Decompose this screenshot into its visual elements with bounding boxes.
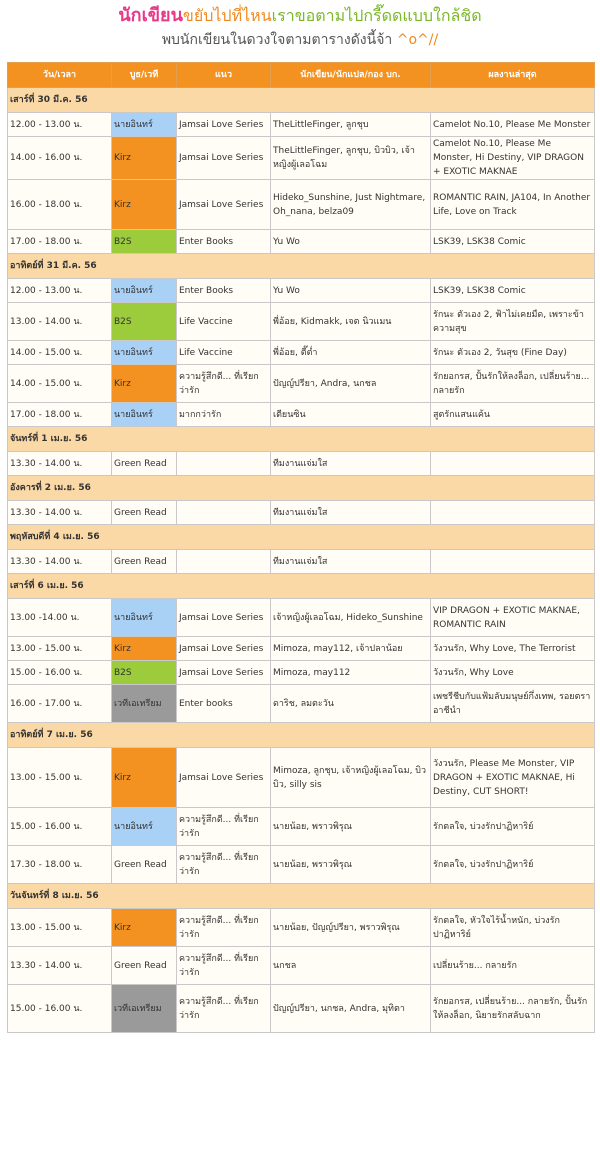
cell-genre — [177, 501, 271, 525]
cell-time: 16.00 - 17.00 น. — [8, 685, 112, 723]
cell-time: 13.30 - 14.00 น. — [8, 947, 112, 985]
cell-time: 17.30 - 18.00 น. — [8, 846, 112, 884]
cell-works: รักยอกรส, ปั้นรักให้ลงล็อก, เปลี่ยนร้าย... กลายรัก — [431, 365, 595, 403]
table-row — [8, 846, 595, 884]
cell-works — [431, 452, 595, 476]
cell-time: 13.00 - 15.00 น. — [8, 909, 112, 947]
table-row — [8, 341, 595, 365]
cell-time: 17.00 - 18.00 น. — [8, 403, 112, 427]
cell-writers: Mimoza, ลูกชุบ, เจ้าหญิงผู้เลอโฉม, บิวบิว, silly sis — [271, 748, 431, 808]
cell-works: รักตลใจ, หัวใจไร้น้ำหนัก, บ่วงรักปาฏิหาริย์ — [431, 909, 595, 947]
cell-time: 14.00 - 15.00 น. — [8, 341, 112, 365]
day-header-row — [8, 88, 595, 113]
cell-writers: ดาริช, ลมตะวัน — [271, 685, 431, 723]
cell-works: Camelot No.10, Please Me Monster — [431, 113, 595, 137]
table-row — [8, 501, 595, 525]
table-row — [8, 599, 595, 637]
cell-venue: Green Read — [112, 550, 177, 574]
cell-writers: Mimoza, may112 — [271, 661, 431, 685]
day-header-row — [8, 254, 595, 279]
cell-genre: ความรู้สึกดี... ที่เรียกว่ารัก — [177, 909, 271, 947]
cell-works: LSK39, LSK38 Comic — [431, 230, 595, 254]
cell-venue: นายอินทร์ — [112, 341, 177, 365]
cell-works: รักยอกรส, เปลี่ยนร้าย... กลายรัก, ปั้นรักให้ลงล็อก, นิยายรักสลับฉาก — [431, 985, 595, 1033]
table-row — [8, 947, 595, 985]
cell-time: 13.30 - 14.00 น. — [8, 452, 112, 476]
cell-genre: Jamsai Love Series — [177, 748, 271, 808]
cell-time: 13.30 - 14.00 น. — [8, 501, 112, 525]
cell-writers: TheLittleFinger, ลูกชุบ — [271, 113, 431, 137]
cell-time: 15.00 - 16.00 น. — [8, 808, 112, 846]
cell-genre: ความรู้สึกดี... ที่เรียกว่ารัก — [177, 365, 271, 403]
day-header: อังคารที่ 2 เม.ย. 56 — [8, 476, 595, 501]
table-row — [8, 748, 595, 808]
cell-writers: พี่อ้อย, Kidmakk, เจต นิวแมน — [271, 303, 431, 341]
table-row — [8, 909, 595, 947]
cell-works: วังวนรัก, Why Love — [431, 661, 595, 685]
cell-genre: Jamsai Love Series — [177, 637, 271, 661]
cell-genre: ความรู้สึกดี... ที่เรียกว่ารัก — [177, 947, 271, 985]
schedule-body — [8, 88, 595, 1033]
cell-works: เพชรีชีบกับแฟ้มลับมนุษย์กึ่งเทพ, รอยตราอาชีนำ — [431, 685, 595, 723]
header-phrase-1: ขยับไปที่ไหน — [182, 6, 272, 25]
cell-writers: ปัญญ์ปรียา, นกชล, Andra, มุทิตา — [271, 985, 431, 1033]
cell-genre: Jamsai Love Series — [177, 661, 271, 685]
cell-venue: เวทีเอเทรียม — [112, 985, 177, 1033]
col-header-genre: แนว — [177, 63, 271, 88]
cell-time: 17.00 - 18.00 น. — [8, 230, 112, 254]
cell-works: รักนะ ตัวเอง 2, วันสุข (Fine Day) — [431, 341, 595, 365]
cell-genre: Life Vaccine — [177, 303, 271, 341]
cell-time: 13.30 - 14.00 น. — [8, 550, 112, 574]
cell-genre: Jamsai Love Series — [177, 599, 271, 637]
cell-genre: Enter Books — [177, 279, 271, 303]
cell-genre: ความรู้สึกดี... ที่เรียกว่ารัก — [177, 985, 271, 1033]
table-row — [8, 685, 595, 723]
day-header-row — [8, 723, 595, 748]
day-header: วันจันทร์ที่ 8 เม.ย. 56 — [8, 884, 595, 909]
page-header — [0, 0, 600, 60]
header-phrase-2: เราขอตามไปกรี๊ดดแบบใกล้ชิด — [271, 6, 482, 25]
cell-venue: เวทีเอเทรียม — [112, 685, 177, 723]
day-header: เสาร์ที่ 30 มี.ค. 56 — [8, 88, 595, 113]
col-header-time: วัน/เวลา — [8, 63, 112, 88]
header-line-2 — [0, 30, 600, 50]
cell-writers: Yu Wo — [271, 279, 431, 303]
cell-venue: Kirz — [112, 180, 177, 230]
cell-venue: Kirz — [112, 748, 177, 808]
table-row — [8, 637, 595, 661]
cell-time: 12.00 - 13.00 น. — [8, 113, 112, 137]
schedule-table — [7, 62, 595, 1033]
cell-works: ROMANTIC RAIN, JA104, In Another Life, Love on Track — [431, 180, 595, 230]
cell-time: 13.00 - 15.00 น. — [8, 748, 112, 808]
day-header: อาทิตย์ที่ 31 มี.ค. 56 — [8, 254, 595, 279]
cell-works: รักนะ ตัวเอง 2, ฟ้าไม่เคยมืด, เพราะข้าความสุข — [431, 303, 595, 341]
day-header: จันทร์ที่ 1 เม.ย. 56 — [8, 427, 595, 452]
cell-writers: นกชล — [271, 947, 431, 985]
cell-venue: Kirz — [112, 365, 177, 403]
table-row — [8, 403, 595, 427]
cell-writers: Hideko_Sunshine, Just Nightmare, Oh_nana, belza09 — [271, 180, 431, 230]
table-row — [8, 661, 595, 685]
cell-time: 14.00 - 15.00 น. — [8, 365, 112, 403]
cell-time: 12.00 - 13.00 น. — [8, 279, 112, 303]
cell-venue: B2S — [112, 303, 177, 341]
cell-genre: ความรู้สึกดี... ที่เรียกว่ารัก — [177, 808, 271, 846]
cell-works: LSK39, LSK38 Comic — [431, 279, 595, 303]
day-header-row — [8, 525, 595, 550]
cell-writers: Mimoza, may112, เจ้าปลาน้อย — [271, 637, 431, 661]
cell-writers: TheLittleFinger, ลูกชุบ, บิวบิว, เจ้าหญิงผู้เลอโฉม — [271, 137, 431, 180]
col-header-venue: บูธ/เวที — [112, 63, 177, 88]
cell-genre: Jamsai Love Series — [177, 137, 271, 180]
cell-genre: มากกว่ารัก — [177, 403, 271, 427]
cell-works: รักตลใจ, บ่วงรักปาฏิหาริย์ — [431, 808, 595, 846]
cell-venue: นายอินทร์ — [112, 808, 177, 846]
cell-time: 15.00 - 16.00 น. — [8, 661, 112, 685]
table-row — [8, 180, 595, 230]
cell-genre: Enter Books — [177, 230, 271, 254]
cell-works: เปลี่ยนร้าย... กลายรัก — [431, 947, 595, 985]
table-row — [8, 113, 595, 137]
cell-genre: Jamsai Love Series — [177, 113, 271, 137]
table-row — [8, 365, 595, 403]
cell-works: VIP DRAGON + EXOTIC MAKNAE, ROMANTIC RAIN — [431, 599, 595, 637]
table-row — [8, 808, 595, 846]
cell-genre: Life Vaccine — [177, 341, 271, 365]
cell-time: 13.00 - 15.00 น. — [8, 637, 112, 661]
cell-genre: Enter books — [177, 685, 271, 723]
cell-works: รักตลใจ, บ่วงรักปาฏิหาริย์ — [431, 846, 595, 884]
table-row — [8, 303, 595, 341]
cell-works: วังวนรัก, Why Love, The Terrorist — [431, 637, 595, 661]
header-word-writer: นักเขียน — [118, 5, 183, 26]
cell-time: 14.00 - 16.00 น. — [8, 137, 112, 180]
cell-venue: Green Read — [112, 947, 177, 985]
col-header-writers: นักเขียน/นักแปล/กอง บก. — [271, 63, 431, 88]
cell-writers: พี่อ้อย, ตี๊ต่ำ — [271, 341, 431, 365]
cell-writers: ทีมงานแจ่มใส — [271, 501, 431, 525]
cell-time: 13.00 -14.00 น. — [8, 599, 112, 637]
cell-genre — [177, 452, 271, 476]
table-row — [8, 452, 595, 476]
cell-venue: Green Read — [112, 846, 177, 884]
cell-writers: ทีมงานแจ่มใส — [271, 452, 431, 476]
day-header-row — [8, 574, 595, 599]
cell-time: 15.00 - 16.00 น. — [8, 985, 112, 1033]
table-header-row — [8, 63, 595, 88]
day-header-row — [8, 476, 595, 501]
header-emoticon: ^o^// — [396, 32, 439, 48]
cell-time: 16.00 - 18.00 น. — [8, 180, 112, 230]
cell-works: สูตรักแสนแค้น — [431, 403, 595, 427]
cell-venue: Kirz — [112, 637, 177, 661]
day-header: เสาร์ที่ 6 เม.ย. 56 — [8, 574, 595, 599]
cell-writers: เจ้าหญิงผู้เลอโฉม, Hideko_Sunshine — [271, 599, 431, 637]
cell-venue: B2S — [112, 230, 177, 254]
cell-venue: B2S — [112, 661, 177, 685]
cell-genre — [177, 550, 271, 574]
cell-writers: ปัญญ์ปรียา, Andra, นกชล — [271, 365, 431, 403]
day-header-row — [8, 884, 595, 909]
cell-venue: Green Read — [112, 501, 177, 525]
cell-genre: Jamsai Love Series — [177, 180, 271, 230]
cell-writers: เตียนซิน — [271, 403, 431, 427]
cell-venue: Green Read — [112, 452, 177, 476]
header-subtitle: พบนักเขียนในดวงใจตามตารางดังนี้จ้า — [161, 32, 393, 48]
table-row — [8, 137, 595, 180]
cell-writers: นายน้อย, พราวพิรุณ — [271, 846, 431, 884]
cell-venue: Kirz — [112, 137, 177, 180]
cell-time: 13.00 - 14.00 น. — [8, 303, 112, 341]
cell-writers: นายน้อย, ปัญญ์ปรียา, พราวพิรุณ — [271, 909, 431, 947]
cell-venue: นายอินทร์ — [112, 599, 177, 637]
cell-genre: ความรู้สึกดี... ที่เรียกว่ารัก — [177, 846, 271, 884]
cell-works: วังวนรัก, Please Me Monster, VIP DRAGON + EXOTIC MAKNAE, Hi Destiny, CUT SHORT! — [431, 748, 595, 808]
cell-venue: นายอินทร์ — [112, 403, 177, 427]
header-line-1 — [0, 6, 600, 26]
cell-writers: ทีมงานแจ่มใส — [271, 550, 431, 574]
cell-writers: Yu Wo — [271, 230, 431, 254]
cell-venue: Kirz — [112, 909, 177, 947]
cell-works — [431, 550, 595, 574]
table-row — [8, 230, 595, 254]
table-row — [8, 985, 595, 1033]
cell-works: Camelot No.10, Please Me Monster, Hi Destiny, VIP DRAGON + EXOTIC MAKNAE — [431, 137, 595, 180]
cell-writers: นายน้อย, พราวพิรุณ — [271, 808, 431, 846]
day-header: อาทิตย์ที่ 7 เม.ย. 56 — [8, 723, 595, 748]
cell-venue: นายอินทร์ — [112, 279, 177, 303]
day-header-row — [8, 427, 595, 452]
col-header-works: ผลงานล่าสุด — [431, 63, 595, 88]
table-row — [8, 550, 595, 574]
table-row — [8, 279, 595, 303]
cell-venue: นายอินทร์ — [112, 113, 177, 137]
day-header: พฤหัสบดีที่ 4 เม.ย. 56 — [8, 525, 595, 550]
cell-works — [431, 501, 595, 525]
